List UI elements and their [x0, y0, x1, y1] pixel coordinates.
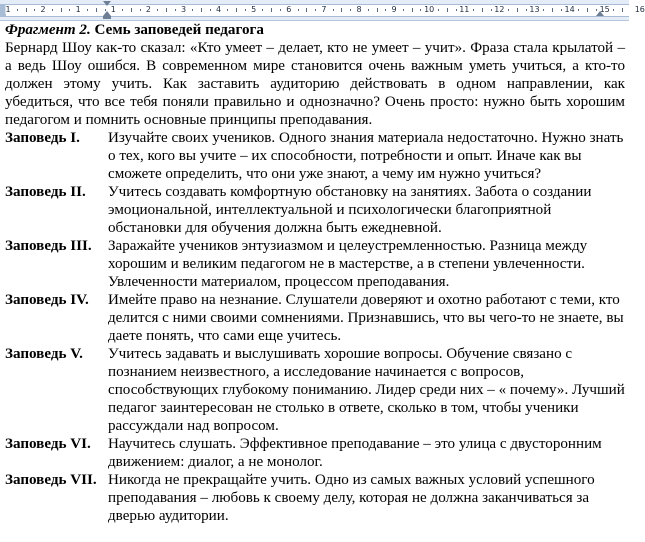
- ruler-number: 4: [216, 5, 222, 14]
- ruler-tick: [69, 9, 70, 11]
- ruler-number: 11: [459, 5, 470, 14]
- ruler-tick: [26, 8, 27, 12]
- ruler-number: 7: [321, 5, 327, 14]
- ruler-tick: [385, 9, 386, 11]
- ruler-tick: [622, 8, 623, 12]
- ruler-tick: [52, 9, 53, 11]
- ruler-number: 15: [599, 5, 610, 14]
- ruler-tick: [420, 9, 421, 11]
- ruler-number: 1: [110, 5, 116, 14]
- ruler-tick: [350, 9, 351, 11]
- commandment-item: [5, 471, 625, 525]
- ruler-tick: [341, 8, 342, 12]
- ruler-number: 3: [180, 5, 187, 14]
- ruler-tick: [280, 9, 281, 11]
- ruler-tick: [377, 8, 378, 12]
- ruler-tick: [473, 9, 474, 11]
- horizontal-ruler[interactable]: [0, 0, 645, 21]
- commandment-label: Заповедь III.: [5, 238, 92, 254]
- ruler-tick: [491, 9, 492, 11]
- commandment-text: Имейте право на незнание. Слушатели доверяют и охотно работают с теми, кто делится с ними своими сомнениями. Признавшись, что вы чего-то не знаете, вы даете понять, что сами еще учитесь.: [108, 292, 624, 344]
- ruler-tick: [447, 8, 448, 12]
- ruler-tick: [262, 9, 263, 11]
- ruler-number: 12: [494, 5, 505, 14]
- commandment-item: [5, 129, 625, 183]
- ruler-tick: [456, 9, 457, 11]
- fragment-label: Фрагмент 2.: [5, 22, 91, 38]
- ruler-tick: [526, 9, 527, 11]
- ruler-tick: [315, 9, 316, 11]
- commandment-item: [5, 237, 625, 291]
- commandment-item: [5, 435, 625, 471]
- commandment-item: [5, 291, 625, 345]
- ruler-tick: [175, 9, 176, 11]
- ruler-tick: [578, 9, 579, 11]
- ruler-tick: [508, 9, 509, 11]
- commandments-list: [5, 129, 625, 525]
- ruler-tick: [87, 9, 88, 11]
- ruler-tick: [140, 9, 141, 11]
- ruler-number: 5: [251, 5, 257, 14]
- commandment-text: Учитесь задавать и выслушивать хорошие вопросы. Обучение связано с познанием неизвестного, а исследование начинается с вопросов, способствующих глубокому пониманию. Лидер среди них – « почему». Лучший педагог заинтересован не столько в ответе, сколько в том, чтобы ученики рассуждали над вопросом.: [108, 346, 625, 434]
- commandment-text: Заражайте учеников энтузиазмом и целеустремленностью. Разница между хорошим и великим педагогом не в мастерстве, а в степени увлеченности. Увлеченности материалом, процессом преподавания.: [108, 238, 588, 290]
- ruler-number: 16: [634, 5, 645, 14]
- commandment-item: [5, 183, 625, 237]
- ruler-tick: [96, 8, 97, 12]
- commandment-label: Заповедь VI.: [5, 436, 91, 452]
- ruler-tick: [17, 9, 18, 11]
- ruler-tick: [201, 8, 202, 12]
- fragment-title: Семь заповедей педагога: [94, 22, 264, 38]
- ruler-tick: [333, 9, 334, 11]
- ruler-tick: [245, 9, 246, 11]
- document-body[interactable]: [5, 21, 625, 525]
- ruler-tick: [403, 9, 404, 11]
- ruler-tick: [131, 8, 132, 12]
- ruler-tick: [412, 8, 413, 12]
- ruler-number: 2: [145, 5, 151, 14]
- ruler-tick: [192, 9, 193, 11]
- ruler-tick: [34, 9, 35, 11]
- ruler-tick: [271, 8, 272, 12]
- ruler-tick: [613, 9, 614, 11]
- intro-paragraph: Бернард Шоу как-то сказал: «Кто умеет – делает, кто не умеет – учит». Фраза стала крылатой – а ведь Шоу ошибся. В современном мире становится очень важным уметь учиться, а кто-то должен этому учить. Как заставить аудиторию действовать в одном направлении, как убедиться, что все тебя поняли правильно и однозначно? Очень просто: нужно быть хорошим педагогом и помнить основные принципы преподавания.: [5, 40, 625, 128]
- commandment-text: Научитесь слушать. Эффективное преподавание – это улица с двусторонним движением: диалог, а не монолог.: [108, 436, 602, 470]
- first-line-indent-marker[interactable]: [103, 1, 111, 6]
- ruler-number: 2: [40, 5, 46, 14]
- right-indent-marker[interactable]: [596, 11, 604, 16]
- commandment-item: [5, 345, 625, 435]
- ruler-tick: [552, 8, 553, 12]
- left-indent-marker[interactable]: [103, 16, 111, 19]
- ruler-number: 1: [75, 5, 81, 14]
- ruler-tick: [122, 9, 123, 11]
- ruler-tick: [482, 8, 483, 12]
- fragment-heading: [5, 21, 625, 39]
- ruler-tick: [227, 9, 228, 11]
- commandment-label: Заповедь I.: [5, 130, 80, 146]
- ruler-tick: [166, 8, 167, 12]
- ruler-tick: [368, 9, 369, 11]
- ruler-number: 8: [356, 5, 362, 14]
- ruler-tick: [306, 8, 307, 12]
- ruler-tick: [561, 9, 562, 11]
- commandment-text: Никогда не прекращайте учить. Одно из самых важных условий успешного преподавания – любовь к своему делу, которая не должна заканчиваться за дверью аудитории.: [108, 472, 595, 524]
- ruler-tick: [61, 8, 62, 12]
- ruler-number: 9: [391, 5, 397, 14]
- commandment-label: Заповедь V.: [5, 346, 83, 362]
- ruler-number: 6: [286, 5, 292, 14]
- ruler-tick: [210, 9, 211, 11]
- ruler-number: 10: [424, 5, 435, 14]
- commandment-text: Учитесь создавать комфортную обстановку на занятиях. Забота о создании эмоциональной, интеллектуальной и психологически благоприятной обстановки для обучения должна быть ежедневной.: [108, 184, 592, 236]
- ruler-number: 14: [564, 5, 575, 14]
- ruler-tick: [587, 8, 588, 12]
- ruler-tick: [438, 9, 439, 11]
- ruler-number: 13: [529, 5, 540, 14]
- commandment-label: Заповедь II.: [5, 184, 86, 200]
- ruler-tick: [298, 9, 299, 11]
- commandment-label: Заповедь VII.: [5, 472, 97, 488]
- ruler-tick: [517, 8, 518, 12]
- ruler-tick: [543, 9, 544, 11]
- ruler-number: 1: [5, 5, 11, 14]
- commandment-label: Заповедь IV.: [5, 292, 89, 308]
- commandment-text: Изучайте своих учеников. Одного знания материала недостаточно. Нужно знать о тех, кого вы учите – их способности, потребности и опыт. Иначе как вы сможете определить, что они уже знают, а чему им нужно учиться?: [108, 130, 624, 182]
- ruler-tick: [157, 9, 158, 11]
- ruler-tick: [236, 8, 237, 12]
